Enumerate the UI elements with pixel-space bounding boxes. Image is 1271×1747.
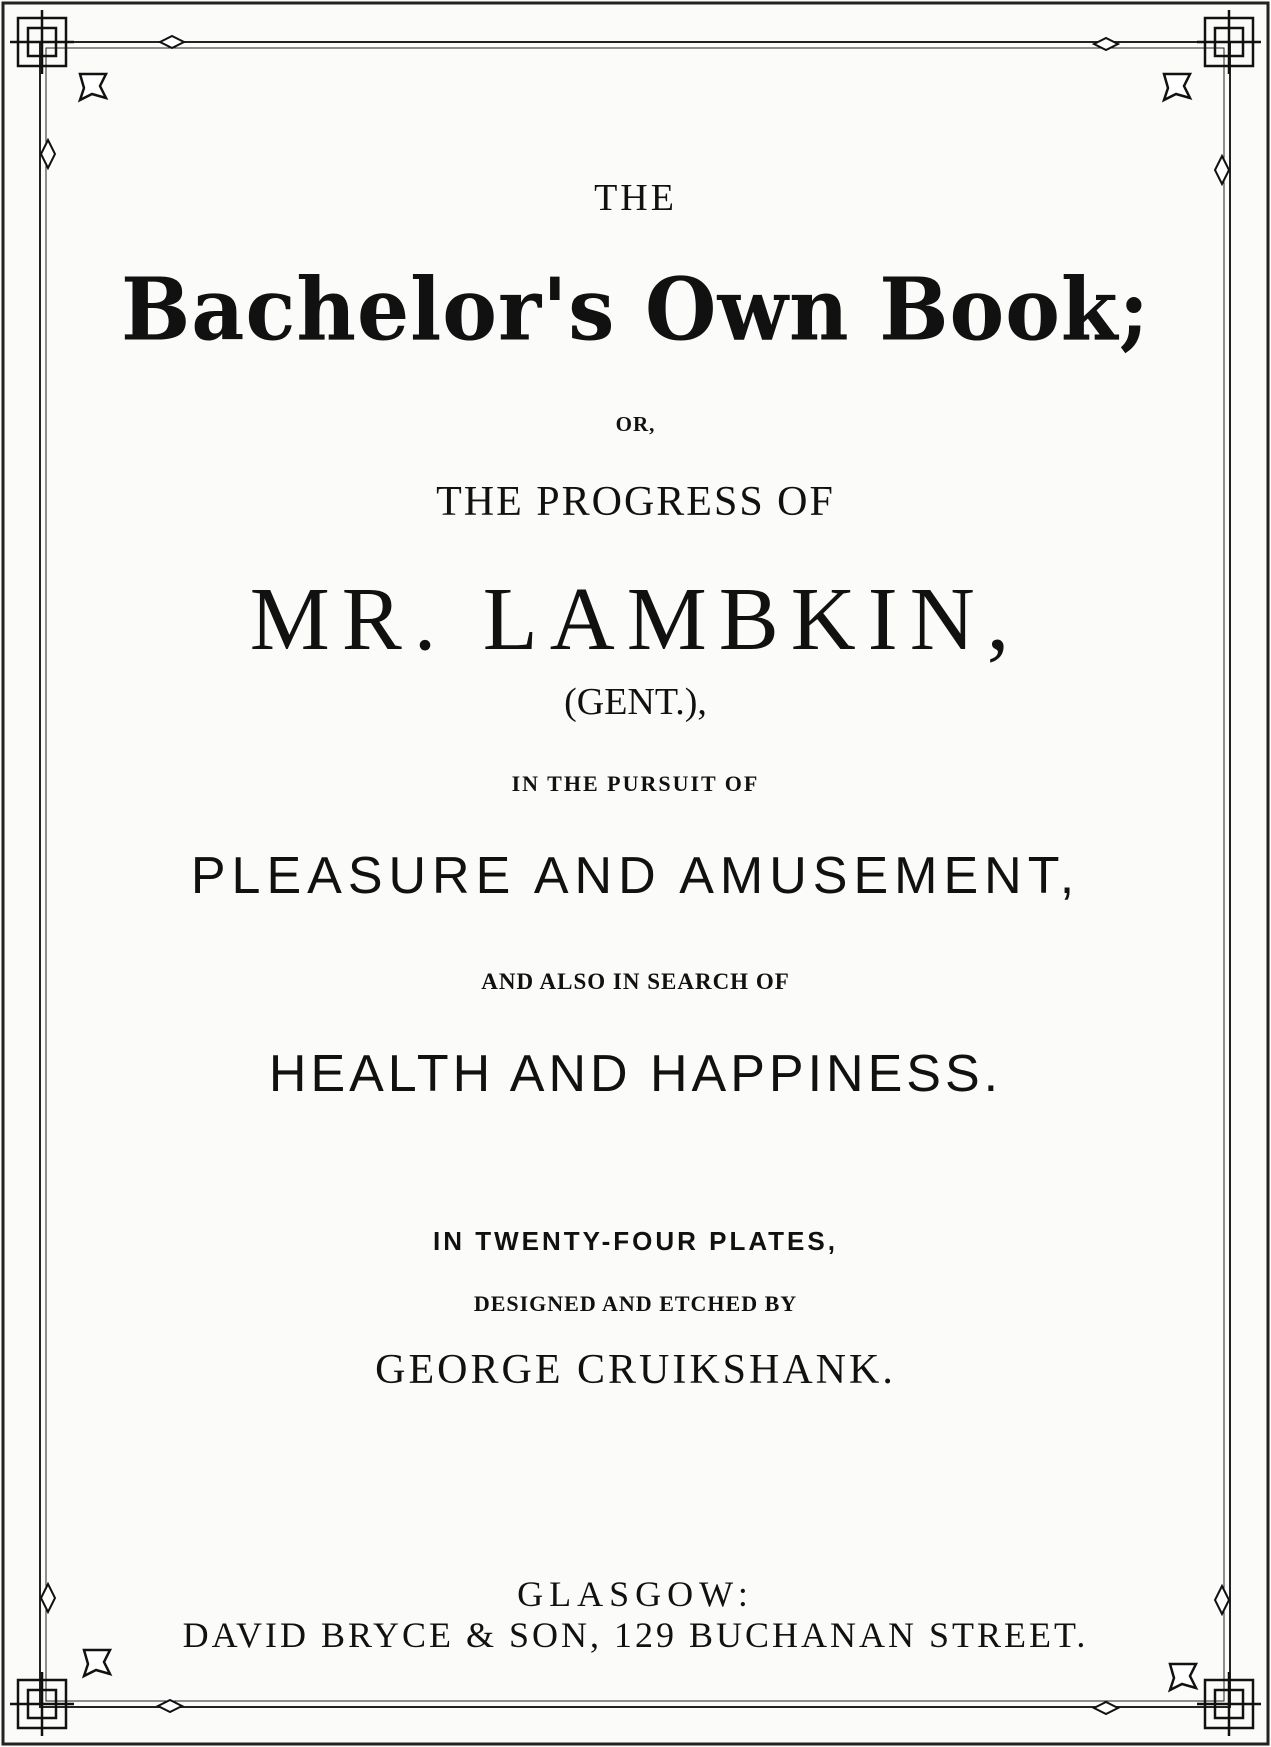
search-phrase: AND ALSO IN SEARCH OF	[481, 969, 790, 994]
pleasure-heading: PLEASURE AND AMUSEMENT,	[190, 847, 1081, 905]
publication-city: GLASGOW:	[517, 1574, 754, 1614]
designed-by-label: DESIGNED AND ETCHED BY	[473, 1291, 798, 1316]
diamond-icon	[160, 36, 184, 48]
fret-corner-icon	[1164, 10, 1261, 100]
health-heading: HEALTH AND HAPPINESS.	[268, 1045, 1003, 1103]
subtitle-progress: THE PROGRESS OF	[436, 479, 835, 525]
subject-honorific: (GENT.),	[564, 681, 707, 723]
diamond-icon	[1094, 1702, 1118, 1714]
pursuit-phrase: IN THE PURSUIT OF	[511, 771, 760, 796]
diamond-icon	[41, 140, 55, 168]
subject-name: MR. LAMBKIN,	[249, 570, 1022, 669]
artist-name: GEORGE CRUIKSHANK.	[375, 1347, 896, 1393]
plates-count: IN TWENTY-FOUR PLATES,	[433, 1226, 838, 1256]
book-title: Bachelor's Own Book;	[121, 259, 1150, 361]
title-article: THE	[594, 177, 677, 219]
alternative-conjunction: OR,	[615, 412, 656, 436]
fret-corner-icon	[1170, 1664, 1261, 1736]
fret-corner-icon	[10, 1650, 110, 1736]
diamond-icon	[158, 1700, 182, 1712]
fret-corner-icon	[10, 10, 106, 100]
publisher-imprint: DAVID BRYCE & SON, 129 BUCHANAN STREET.	[182, 1615, 1089, 1655]
